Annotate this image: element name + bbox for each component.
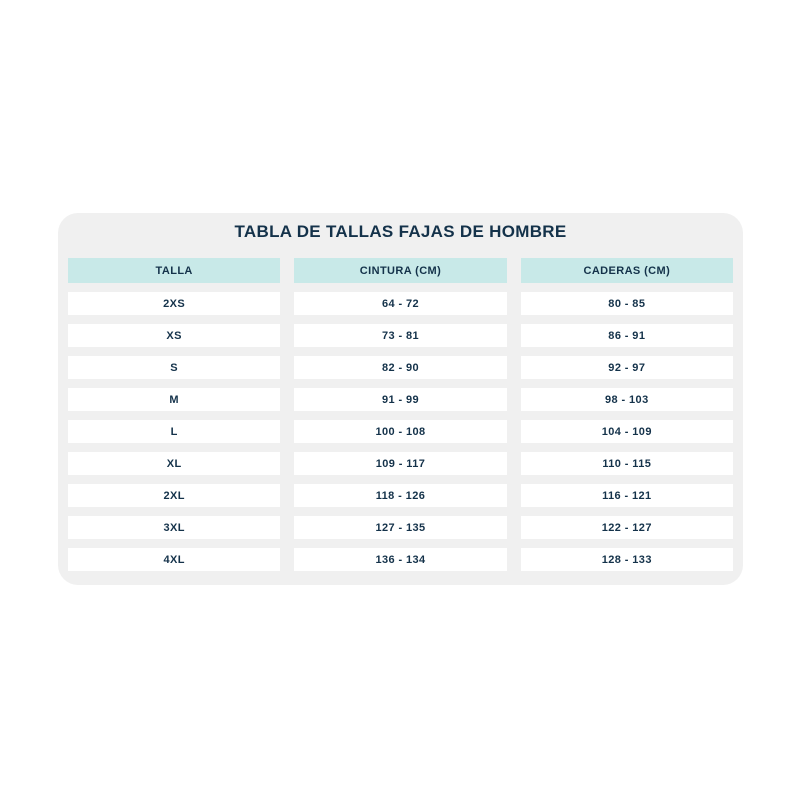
table-cell-caderas-2xs: 80 - 85 <box>521 292 733 315</box>
table-cell-cintura-s: 82 - 90 <box>294 356 506 379</box>
table-cell-talla-xs: XS <box>68 324 280 347</box>
table-cell-caderas-m: 98 - 103 <box>521 388 733 411</box>
table-cell-talla-2xs: 2XS <box>68 292 280 315</box>
table-cell-talla-s: S <box>68 356 280 379</box>
table-cell-talla-xl: XL <box>68 452 280 475</box>
table-cell-talla-3xl: 3XL <box>68 516 280 539</box>
table-cell-caderas-xs: 86 - 91 <box>521 324 733 347</box>
table-cell-cintura-xl: 109 - 117 <box>294 452 506 475</box>
column-header-talla: TALLA <box>68 258 280 283</box>
table-cell-talla-4xl: 4XL <box>68 548 280 571</box>
column-header-cintura: CINTURA (CM) <box>294 258 506 283</box>
table-cell-cintura-xs: 73 - 81 <box>294 324 506 347</box>
table-cell-cintura-3xl: 127 - 135 <box>294 516 506 539</box>
table-cell-caderas-s: 92 - 97 <box>521 356 733 379</box>
table-cell-cintura-2xl: 118 - 126 <box>294 484 506 507</box>
chart-title: TABLA DE TALLAS FAJAS DE HOMBRE <box>234 222 567 241</box>
table-cell-cintura-l: 100 - 108 <box>294 420 506 443</box>
table-cell-caderas-3xl: 122 - 127 <box>521 516 733 539</box>
table-cell-cintura-2xs: 64 - 72 <box>294 292 506 315</box>
table-cell-talla-l: L <box>68 420 280 443</box>
table-cell-cintura-4xl: 136 - 134 <box>294 548 506 571</box>
size-table <box>68 258 733 571</box>
table-cell-caderas-xl: 110 - 115 <box>521 452 733 475</box>
table-cell-talla-m: M <box>68 388 280 411</box>
table-cell-talla-2xl: 2XL <box>68 484 280 507</box>
size-chart-card <box>58 213 743 585</box>
column-header-caderas: CADERAS (CM) <box>521 258 733 283</box>
table-cell-caderas-4xl: 128 - 133 <box>521 548 733 571</box>
table-cell-caderas-2xl: 116 - 121 <box>521 484 733 507</box>
table-cell-caderas-l: 104 - 109 <box>521 420 733 443</box>
table-cell-cintura-m: 91 - 99 <box>294 388 506 411</box>
